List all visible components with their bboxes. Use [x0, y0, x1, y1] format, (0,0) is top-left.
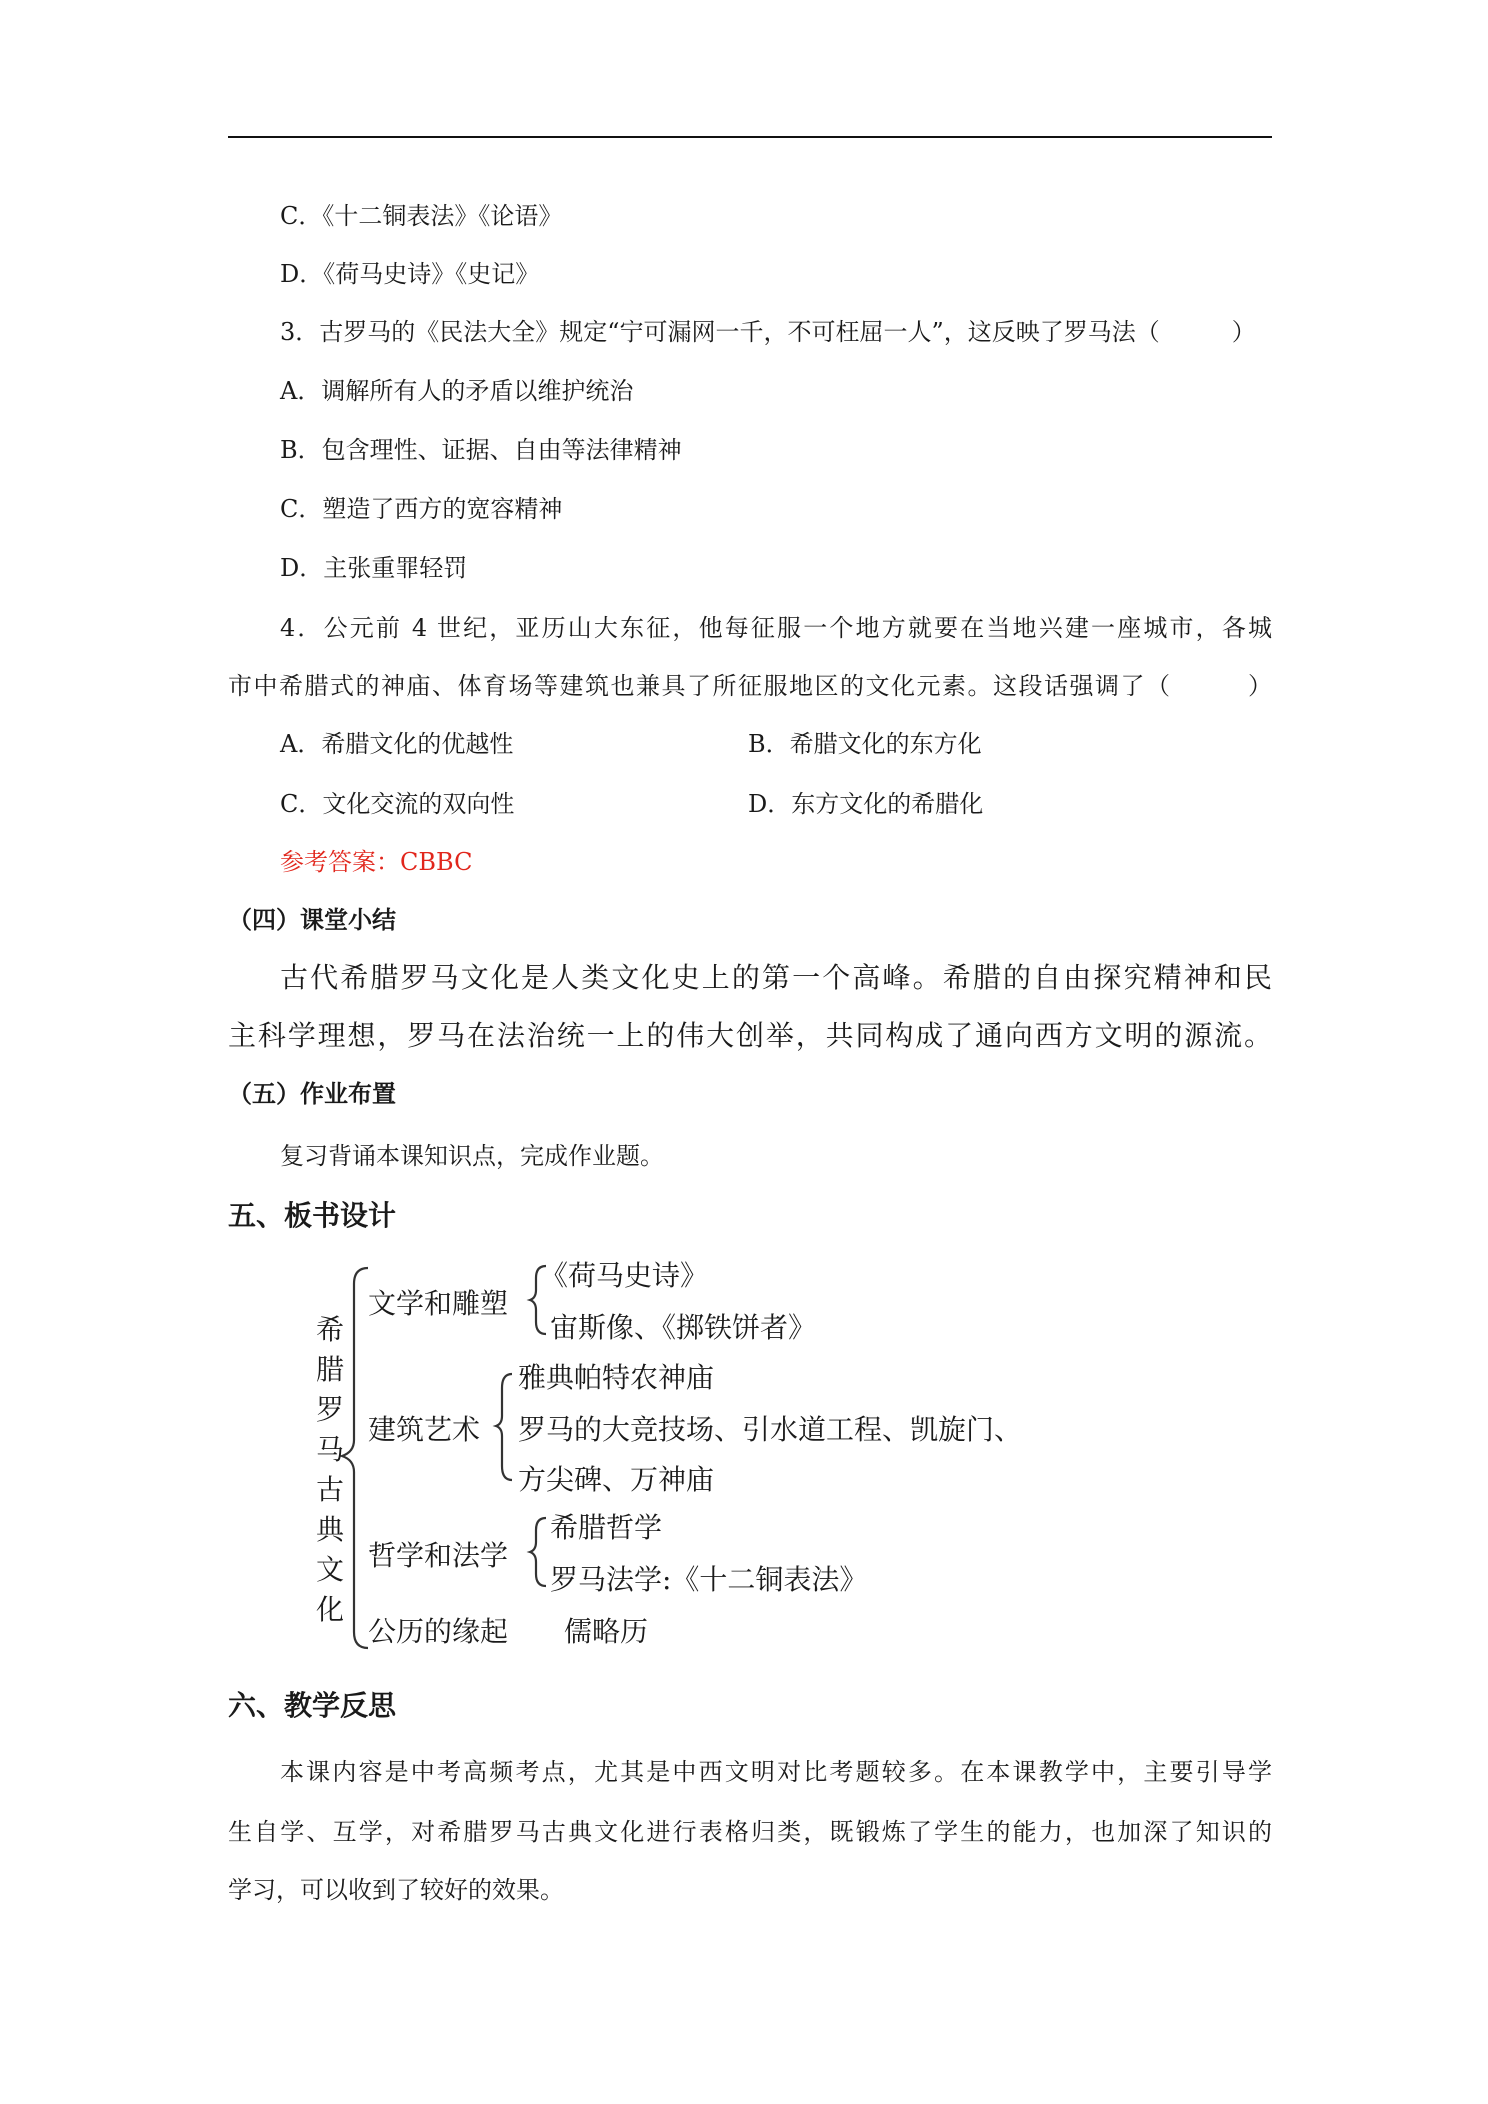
calendar-item: 儒略历	[564, 1615, 649, 1648]
architecture-item: 雅典帕特农神庙	[518, 1361, 715, 1394]
q2-option-c: C．《十二铜表法》《论语》	[280, 202, 563, 230]
board-root-label	[312, 1310, 348, 1630]
summary-line2: 主科学理想，罗马在法治统一上的伟大创举，共同构成了通向西方文明的源流。	[228, 1019, 1272, 1052]
philosophy-item: 希腊哲学	[550, 1511, 663, 1544]
root-char: 化	[315, 1593, 344, 1626]
architecture-brace	[496, 1374, 512, 1480]
branch-literature-label: 文学和雕塑	[368, 1287, 509, 1320]
root-char: 腊	[315, 1353, 344, 1386]
root-char: 希	[315, 1313, 344, 1346]
q3-option-c: C．塑造了西方的宽容精神	[280, 495, 563, 523]
root-char: 古	[315, 1473, 344, 1506]
q4-stem-line1: 4．公元前 4 世纪，亚历山大东征，他每征服一个地方就要在当地兴建一座城市，各城	[280, 614, 1272, 642]
reflection-line3: 学习，可以收到了较好的效果。	[228, 1876, 564, 1904]
summary-heading: （四）课堂小结	[228, 906, 396, 934]
q4-option-d: D．东方文化的希腊化	[748, 790, 984, 818]
homework-heading: （五）作业布置	[228, 1080, 396, 1108]
q4-option-b: B．希腊文化的东方化	[748, 730, 982, 758]
reflection-heading: 六、教学反思	[228, 1689, 397, 1722]
q4-option-c: C．文化交流的双向性	[280, 790, 515, 818]
reflection-line2: 生自学、互学，对希腊罗马古典文化进行表格归类，既锻炼了学生的能力，也加深了知识的	[228, 1818, 1272, 1846]
literature-item: 《荷马史诗》	[540, 1259, 709, 1292]
summary-line1: 古代希腊罗马文化是人类文化史上的第一个高峰。希腊的自由探究精神和民	[280, 961, 1272, 994]
architecture-item: 罗马的大竞技场、引水道工程、凯旋门、	[518, 1413, 1023, 1446]
root-char: 文	[315, 1553, 344, 1586]
branch-architecture-label: 建筑艺术	[368, 1413, 481, 1446]
q4-stem-line2: 市中希腊式的神庙、体育场等建筑也兼具了所征服地区的文化元素。这段话强调了（ ）	[228, 672, 1272, 700]
reflection-line1: 本课内容是中考高频考点，尤其是中西文明对比考题较多。在本课教学中，主要引导学	[280, 1758, 1272, 1786]
q2-option-d: D．《荷马史诗》《史记》	[280, 260, 540, 288]
answer-key: 参考答案：CBBC	[280, 848, 473, 876]
q3-option-b: B．包含理性、证据、自由等法律精神	[280, 436, 682, 464]
q3-option-d: D．主张重罪轻罚	[280, 554, 468, 582]
root-char: 典	[315, 1513, 344, 1546]
branch-philosophy-label: 哲学和法学	[368, 1539, 509, 1572]
homework-text: 复习背诵本课知识点，完成作业题。	[280, 1142, 664, 1170]
philosophy-item: 罗马法学:《十二铜表法》	[550, 1563, 868, 1596]
branch-calendar-label: 公历的缘起	[368, 1615, 509, 1648]
root-char: 罗	[315, 1393, 344, 1426]
q3-stem: 3．古罗马的《民法大全》规定“宁可漏网一千，不可枉屈一人”，这反映了罗马法（ ）	[280, 318, 1256, 346]
q4-option-a: A．希腊文化的优越性	[280, 730, 514, 758]
philosophy-brace	[530, 1518, 546, 1586]
literature-item: 宙斯像、《掷铁饼者》	[550, 1311, 817, 1344]
architecture-item: 方尖碑、万神庙	[518, 1463, 715, 1496]
board-heading: 五、板书设计	[228, 1199, 397, 1232]
q3-option-a: A．调解所有人的矛盾以维护统治	[280, 377, 634, 405]
root-char: 马	[315, 1433, 344, 1466]
